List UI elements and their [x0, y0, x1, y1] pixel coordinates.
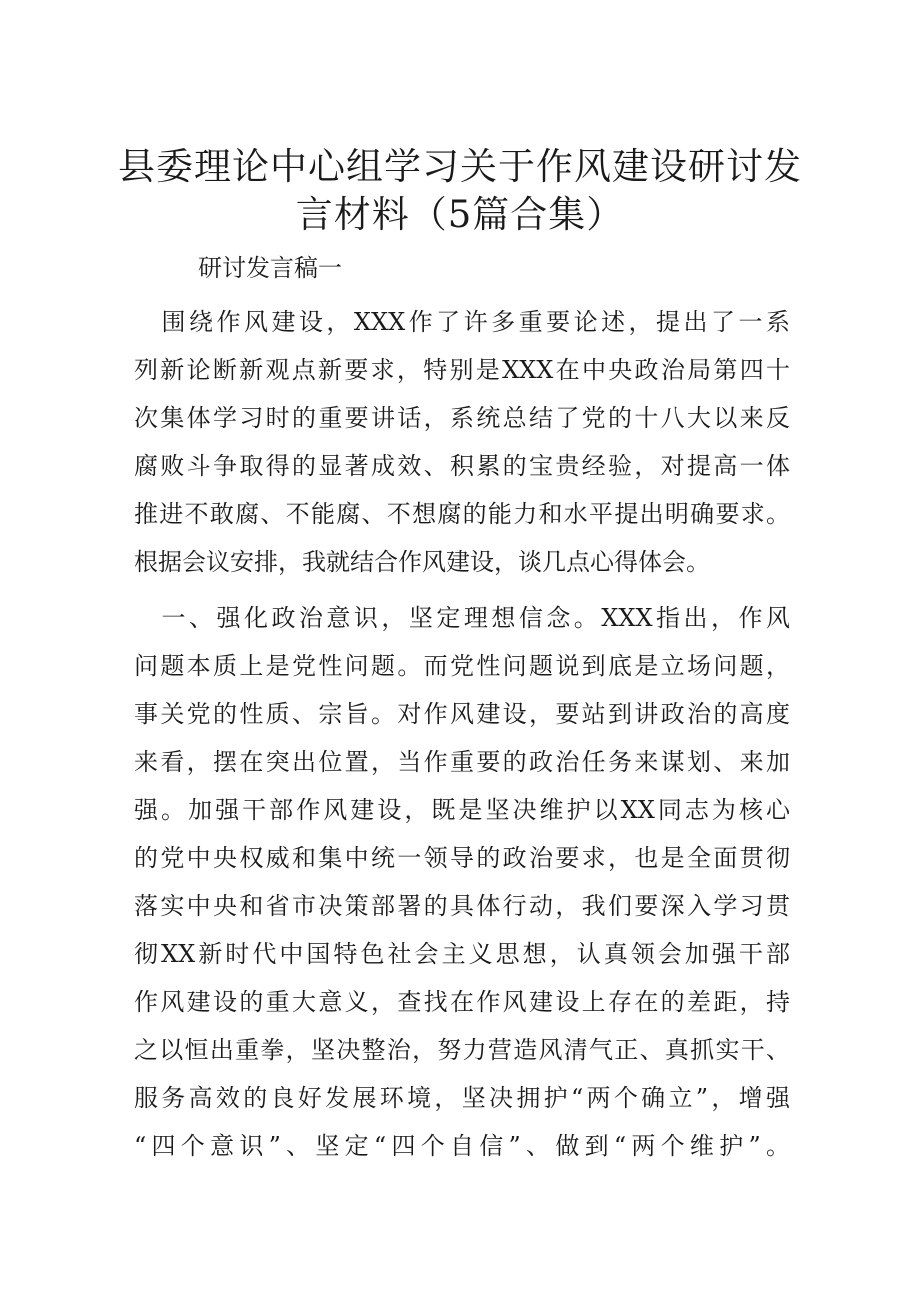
section-label: 研讨发言稿一: [198, 254, 342, 282]
paragraph-2-line: 之以恒出重拳，坚决整治，努力营造风清气正、真抓实干、: [134, 1036, 790, 1064]
paragraph-2-line: 一、强化政治意识，坚定理想信念。XXX指出，作风: [134, 604, 790, 632]
paragraph-2-line: “四个意识”、坚定“四个自信”、做到“两个维护”。: [134, 1132, 790, 1160]
paragraph-1-line: 次集体学习时的重要讲话，系统总结了党的十八大以来反: [134, 404, 790, 432]
paragraph-1-line: 列新论断新观点新要求，特别是XXX在中央政治局第四十: [134, 356, 790, 384]
paragraph-2-line: 落实中央和省市决策部署的具体行动，我们要深入学习贯: [134, 892, 790, 920]
paragraph-2-line: 来看，摆在突出位置，当作重要的政治任务来谋划、来加: [134, 748, 790, 776]
paragraph-2-line: 服务高效的良好发展环境，坚决拥护“两个确立”，增强: [134, 1084, 790, 1112]
paragraph-2-line: 问题本质上是党性问题。而党性问题说到底是立场问题，: [134, 652, 790, 680]
paragraph-1-line: 推进不敢腐、不能腐、不想腐的能力和水平提出明确要求。: [134, 500, 790, 528]
paragraph-1-line: 腐败斗争取得的显著成效、积累的宝贵经验，对提高一体: [134, 452, 790, 480]
paragraph-2-line: 彻XX新时代中国特色社会主义思想，认真领会加强干部: [134, 940, 790, 968]
paragraph-2-line: 事关党的性质、宗旨。对作风建设，要站到讲政治的高度: [134, 700, 790, 728]
paragraph-2-line: 的党中央权威和集中统一领导的政治要求，也是全面贯彻: [134, 844, 790, 872]
paragraph-2-line: 作风建设的重大意义，查找在作风建设上存在的差距，持: [134, 988, 790, 1016]
paragraph-1-line: 根据会议安排，我就结合作风建设，谈几点心得体会。: [134, 548, 710, 576]
document-title-line-1: 县委理论中心组学习关于作风建设研讨发: [118, 145, 802, 188]
paragraph-2-line: 强。加强干部作风建设，既是坚决维护以XX同志为核心: [134, 796, 790, 824]
document-title-line-2: 言材料（5篇合集）: [295, 193, 625, 236]
paragraph-1-line: 围绕作风建设，XXX作了许多重要论述，提出了一系: [134, 308, 790, 336]
